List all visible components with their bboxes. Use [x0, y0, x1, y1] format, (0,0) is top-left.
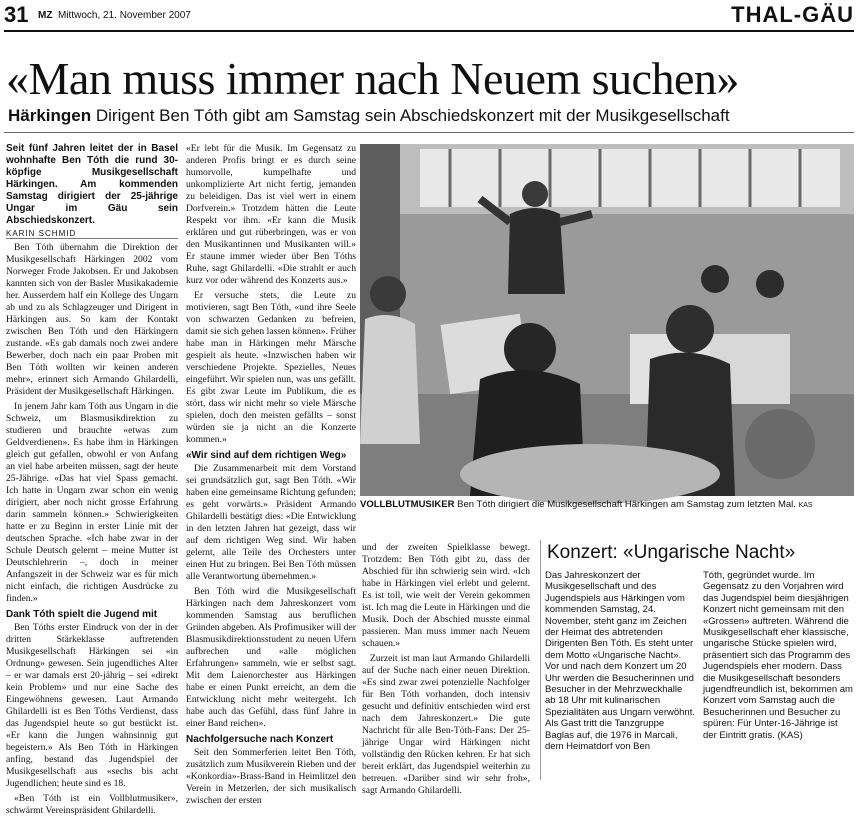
subheadline-text: Dirigent Ben Tóth gibt am Samstag sein Abschiedskonzert mit der Musikgesellschaft: [95, 106, 730, 125]
body-paragraph: Die Zusammenarbeit mit dem Vorstand sei grundsätzlich gut, sagt Ben Tóth. «Wir haben eine gemeinsame Richtung gefunden; es geht vorwärts.» Präsident Armando Ghilardelli bestätigt dies: «Die Entwicklung in den letzten Jahren hat gezeigt, dass wir auf dem richtigen Weg sind. Wir haben gelernt, alle Teile des Orchesters unter einen Hut zu bringen. Bei Ben Tóth müssen alle Verantwortung übernehmen.»: [186, 463, 356, 582]
crosshead: Dank Tóth spielt die Jugend mit: [6, 609, 158, 620]
issue-date: Mittwoch, 21. November 2007: [58, 10, 191, 21]
body-paragraph: Ben Tóth übernahm die Direktion der Musikgesellschaft Härkingen 2002 vom Norweger Frode Jakobsen. Er und Jakobsen kannten sich von der Basler Musikakademie her. Ausserdem half ein Kollege des Ungarn ab und zu als Schlagzeuger und Dirigent in Härkingen aus. So kam der Kontakt zwischen Ben Tóth und den Härkingern zustande. «Es gab damals noch zwei andere Bewerber, doch nach ein paar Proben mit Ben Tóth wollten wir keinen anderen mehr», erinnert sich Armando Ghilardelli, Präsident der Musikgesellschaft Härkingen.: [6, 242, 178, 397]
infobox-text-col2: Tóth, gegründet wurde. Im Gegensatz zu den Vorjahren wird das Jugendspiel beim diesjährigen Konzert nicht gemeinsam mit den «Grossen» auftreten. Während die Musikgesellschaft eher klassische, ungarische Stücke spielen wird, präsentiert sich das Programm des Jugendspiels eher modern. Dass die Musikgesellschaft besonders jugendfreundlich ist, bekommen am Konzert vom Samstag auch die Besucherinnen und Besucher zu spüren: Für Unter-16-Jährige ist der Eintritt gratis. (KAS): [703, 570, 853, 741]
kicker: Härkingen: [8, 106, 92, 125]
subheadline-rule: [4, 132, 854, 133]
crosshead: «Wir sind auf dem richtigen Weg»: [186, 450, 347, 461]
article-column-2: [186, 143, 356, 806]
subheadline: [8, 106, 730, 126]
newspaper-name: MZ: [38, 10, 53, 21]
body-paragraph: «Er lebt für die Musik. Im Gegensatz zu anderen Profis bringt er es durch seine humorvolle, kumpelhafte und unkomplizierte Art nicht fertig, jemanden zu beleidigen. Das ist viel wert in einem Dorfverein.» Trotzdem hätten die Leute Respekt vor ihm. «Er kann die Musik erklären und gut rüberbringen, was er von den Musikantinnen und Musikanten will.» Er staune immer wieder über Ben Tóths Ruhe, sagt Ghilardelli. «Die strahlt er auch kurz vor oder während des Konzerts aus.»: [186, 143, 356, 286]
crosshead: Nachfolgersuche nach Konzert: [186, 734, 334, 745]
concert-infobox: [540, 540, 854, 780]
page-number: 31: [4, 2, 29, 27]
caption-text: Ben Tóth dirigiert die Musikgesellschaft Härkingen am Samstag zum letzten Mal.: [457, 499, 796, 510]
body-paragraph: Zurzeit ist man laut Armando Ghilardelli auf der Suche nach einer neuen Direktion. «Es sind zwar zwei potenzielle Nachfolger für Ben Tóth vorhanden, doch intensiv gesucht und definitiv entschieden wird erst nach dem Jahreskonzert.» Die gute Nachricht für alle Ben-Tóth-Fans: Der 25-jährige Ungar wird Härkingen nicht vollständig den Rücken kehren. Er hat sich bereit erklärt, das Jugendspiel weiterhin zu betreuen. «Darüber sind wir sehr froh», sagt Armando Ghilardelli.: [362, 653, 530, 796]
infobox-text-col1: Das Jahreskonzert der Musikgesellschaft und des Jugendspiels aus Härkingen vom kommenden Samstag, 24. November, steht ganz im Zeichen der Heimat des abtretenden Dirigenten Ben Tóth. Es steht unter dem Motto «Ungarische Nacht». Vor und nach dem Konzert um 20 Uhr werden die Besucherinnen und Besucher in der Mehrzweckhalle ab 18 Uhr mit kulinarischen Spezialitäten aus Ungarn verwöhnt. Als Gast tritt die Tanzgruppe Baglas auf, die 1976 in Marcali, dem Heimatdorf von Ben: [545, 570, 695, 753]
concert-photo: [360, 144, 854, 496]
body-paragraph: Ben Tóths erster Eindruck von der in der dritten Stärkeklasse auftretenden Musikgesellschaft Härkingen sei «in Ordnung» gewesen. Sein jugendliches Alter – er war damals erst 20-jährig – sei «direkt kein Problem» und nur eine Sache des Eingewöhnens gewesen. Laut Armando Ghilardelli ist es Ben Tóths Verdienst, dass das Jugendspiel heute so gut bestückt ist. «Er kann die Jungen wahnsinnig gut begeistern.» Als Ben Tóth in Härkingen anfing, bestand das Jugendspiel der Musikgesellschaft aus «sechs bis acht Jugendlichen; heute sind es 18.: [6, 622, 178, 789]
body-paragraph: Er versuche stets, die Leute zu motivieren, sagt Ben Tóth, «und ihre Seele von schwarzen Gedanken zu befreien, damit sie sich gehen lassen können». Früher habe man in Härkingen mehr Märsche gespielt als heute. «Inzwischen haben wir verschiedene Projekte. Spezielles, Neues eingeführt. Wir spielen nun, was uns gefällt. Es gibt zwar Leute im Publikum, die es stört, dass wir nicht mehr so viele Märsche spielen, doch den meisten gefällts – sonst würden sie ja nicht an die Konzerte kommen.»: [186, 290, 356, 445]
article-column-1: [6, 143, 178, 816]
caption-label: VOLLBLUTMUSIKER: [360, 499, 455, 510]
body-paragraph: In jenem Jahr kam Tóth aus Ungarn in die Schweiz, um Blasmusikdirektion zu studieren und brauchte «etwas zum Geldverdienen». Es habe ihm in Härkingen gleich gut gefallen, obwohl er von Anfang an viel habe arbeiten müssen, sagt der heute 25-Jährige. «Das hat viel Spass gemacht. Ich hatte in Ungarn zwar schon ein wenig dirigiert, aber noch nicht grosse Erfahrung darin sammeln können.» Schwierigkeiten hatte er zu Beginn in erster Linie mit der deutschen Sprache. «Ich habe zwar in der Schule Deutsch gelernt – meine Mutter ist Deutschlehrerin –, doch in meiner Anfangszeit in der Schweiz war es für mich nicht einfach, die richtigen Ausdrücke zu finden.»: [6, 401, 178, 604]
caption-credit: KAS: [798, 502, 813, 509]
photo-caption: [360, 499, 854, 510]
header-rule: [4, 30, 854, 32]
article-column-3: [362, 542, 530, 796]
body-paragraph: «Ben Tóth ist ein Vollblutmusiker», schwärmt Vereinspräsident Ghilardelli.: [6, 793, 178, 816]
body-paragraph: Ben Tóth wird die Musikgesellschaft Härkingen nach dem Jahreskonzert vom kommenden Samstag aus beruflichen Gründen abgeben. Als Profimusiker will der Blasmusikdirektionsstudent zu neuen Ufern aufbrechen und «alle möglichen Erfahrungen» sammeln, wie er selbst sagt. Mit dem Laienorchester aus Härkingen habe er einen Punkt erreicht, an dem die Entwicklung nicht mehr weitergeht. Ich habe auch das Gefühl, dass fünf Jahre in einer Band reichen».: [186, 586, 356, 729]
lead-paragraph: Seit fünf Jahren leitet der in Basel wohnhafte Ben Tóth die rund 30-köpfige Musikgesellschaft Härkingen. Am kommenden Samstag dirigiert der 25-jährige Ungar im Gäu sein Abschiedskonzert.: [6, 143, 178, 226]
section-title: THAL-GÄU: [731, 2, 854, 27]
infobox-title: Konzert: «Ungarische Nacht»: [547, 542, 796, 563]
author-byline: KARIN SCHMID: [6, 229, 178, 239]
headline: «Man muss immer nach Neuem suchen»: [6, 53, 739, 104]
body-paragraph: Seit den Sommerferien leitet Ben Tóth, zusätzlich zum Musikverein Rieben und der «Konkordia»-Brass-Band in Heimlitzel den Verein in Metzerlen, der sich musikalisch zwischen der ersten: [186, 747, 356, 806]
body-paragraph: und der zweiten Spielklasse bewegt. Trotzdem: Ben Tóth gibt zu, dass der Abschied für ihn schwierig sein wird. «Ich habe in Härkingen viel erlebt und gelernt. Es ist toll, wie weit der Verein gekommen ist. Ich mag die Leute in Härkingen und die Musik. Doch der Abschied musste einmal passieren. Man muss immer nach Neuem schauen.»: [362, 542, 530, 649]
rehearsal-photo-graphic: [360, 144, 854, 496]
